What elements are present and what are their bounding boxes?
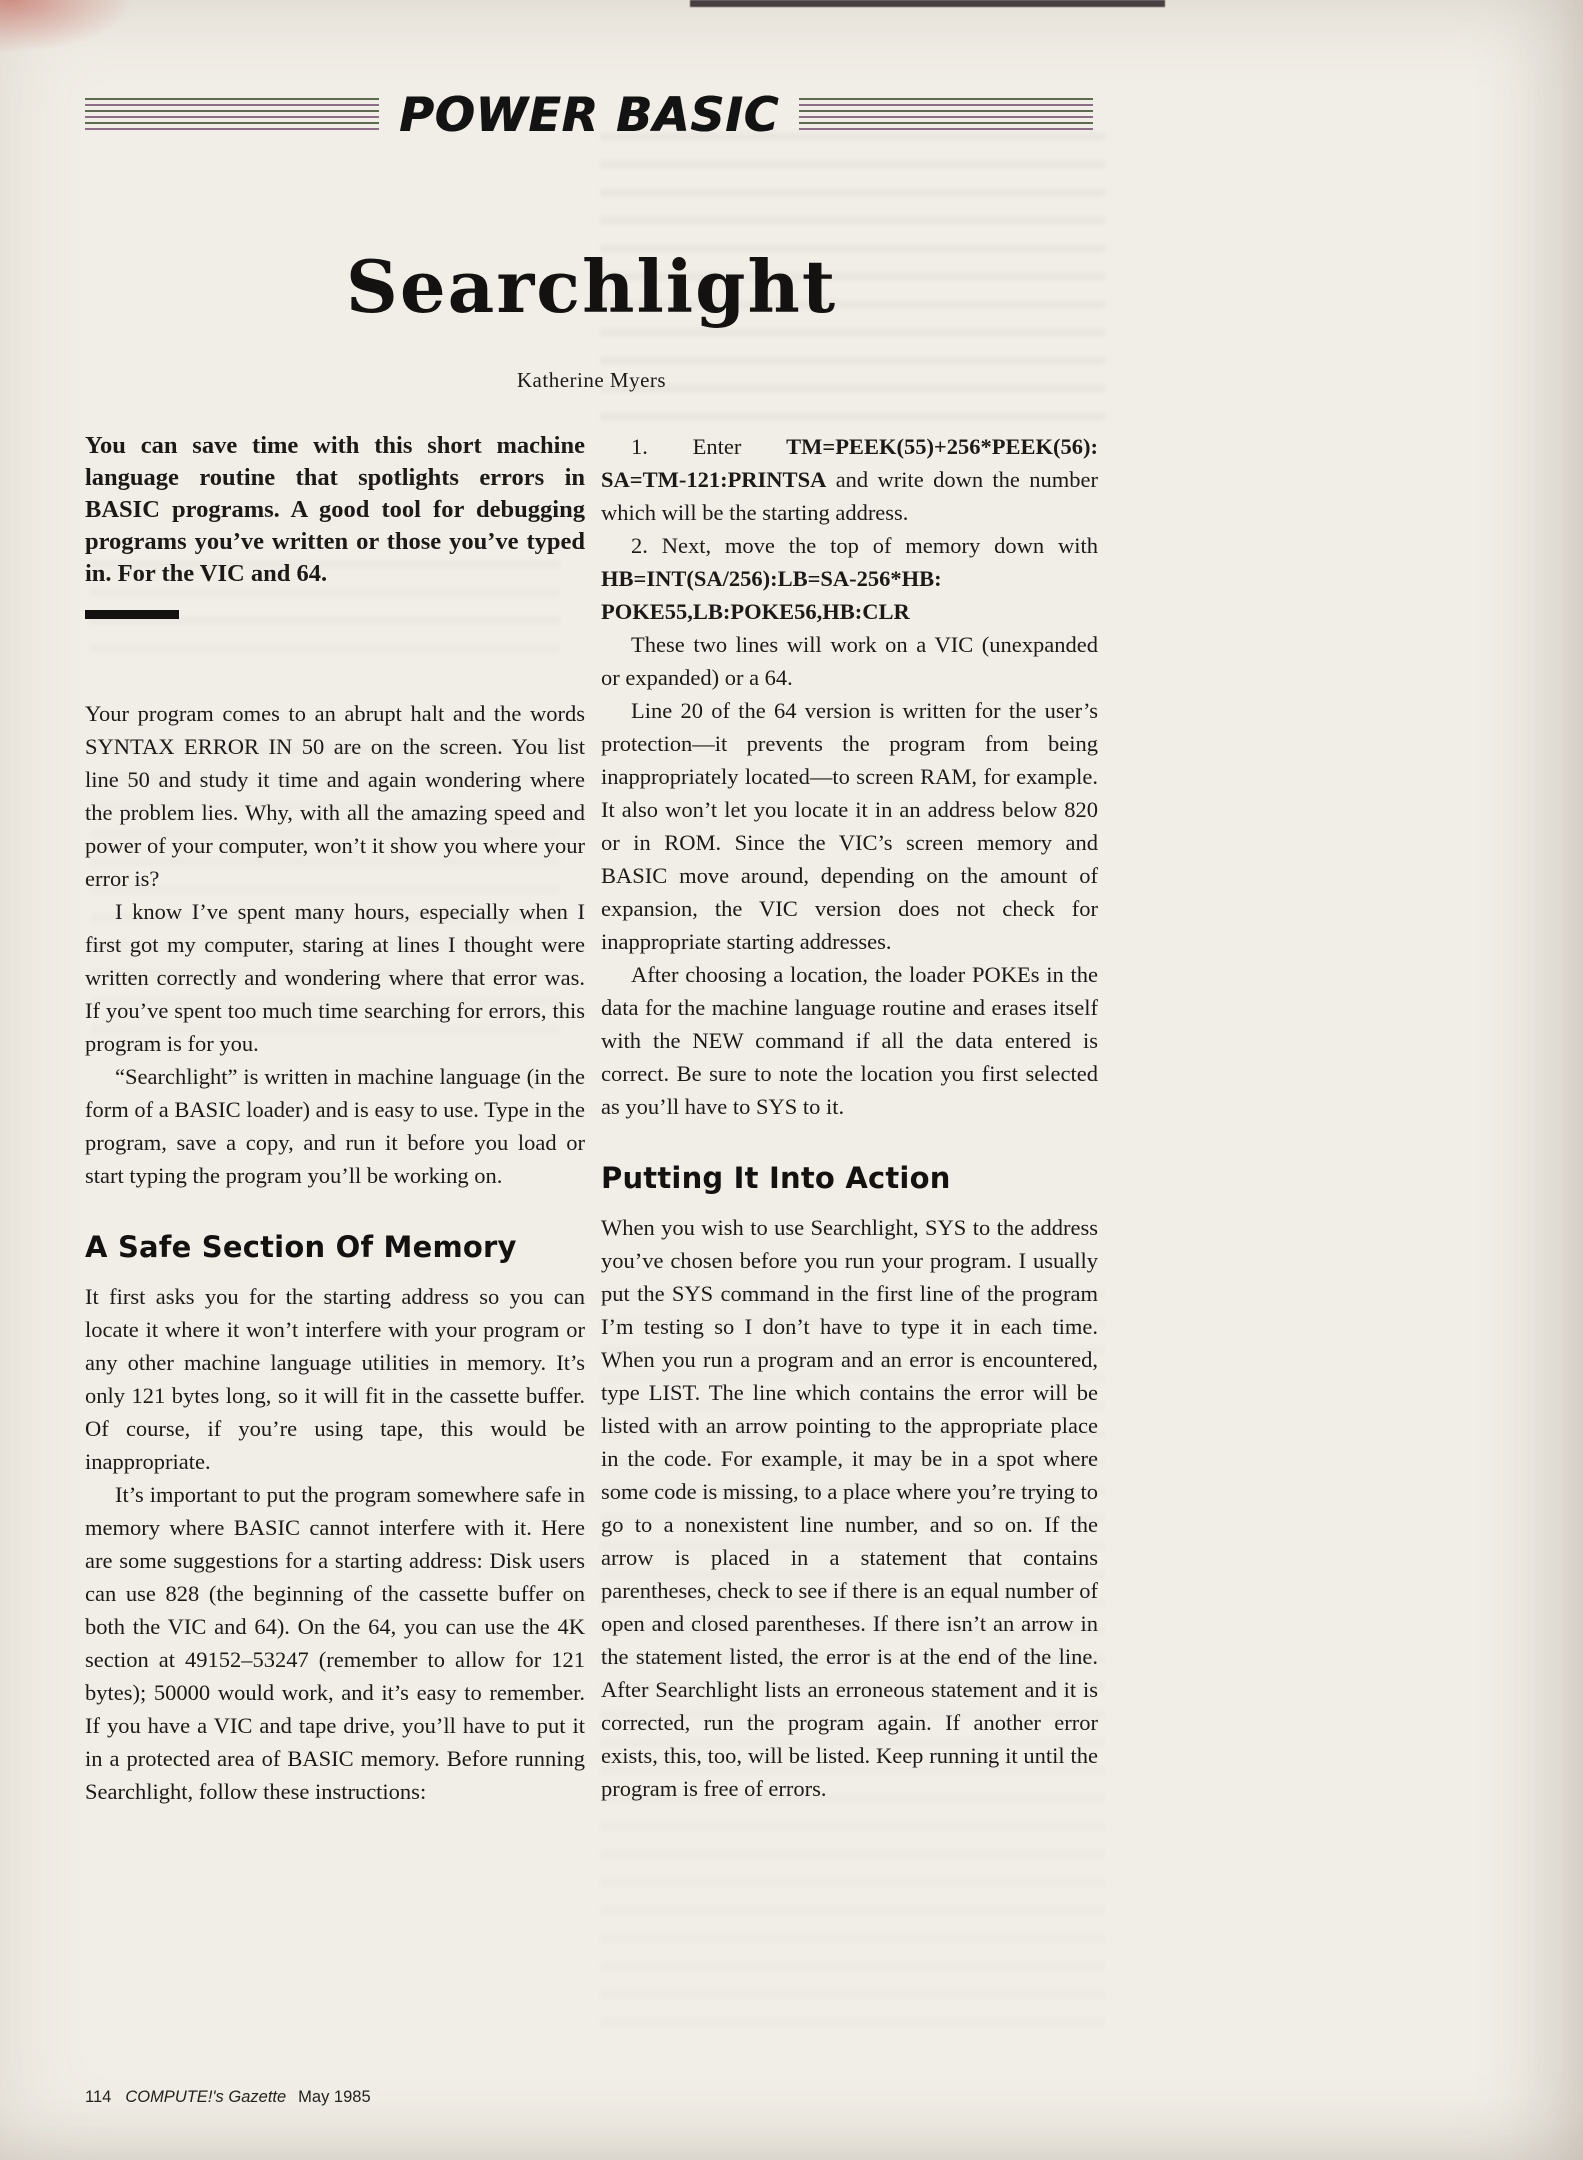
scan-smudge-artifact: [0, 0, 130, 52]
step-text: and write down the number which will be the starting address.: [601, 467, 1098, 525]
step-text: 1. Enter: [631, 434, 787, 459]
intro-rule: [85, 610, 179, 619]
body-paragraph: “Searchlight” is written in machine language (in the form of a BASIC loader) and is easy to use. Type in the program, save a copy, and run it before you load or start typing the program you’ll be working on.: [85, 1064, 585, 1188]
masthead-title: POWER BASIC: [399, 88, 779, 143]
inline-code: HB=INT(SA/256):LB=SA-256*HB: POKE55,LB:POKE56,HB:CLR: [601, 566, 942, 624]
section-heading-action: Putting It Into Action: [601, 1161, 951, 1195]
instruction-step-2: [601, 529, 1098, 628]
issue-date: May 1985: [298, 2088, 371, 2106]
article-title: Searchlight: [345, 244, 838, 329]
byline: Katherine Myers: [516, 368, 667, 392]
page-number: 114: [85, 2088, 112, 2106]
right-column: [601, 430, 1098, 1805]
step-text: 2. Next, move the top of memory down with: [631, 533, 1098, 558]
body-paragraph: I know I’ve spent many hours, especially when I first got my computer, staring at lines I thought were written correctly and wondering where that error was. If you’ve spent too much time searching for errors, this program is for you.: [85, 899, 585, 1056]
body-paragraph: When you wish to use Searchlight, SYS to the address you’ve chosen before you run your program. I usually put the SYS command in the first line of the program I’m testing so I don’t have to type it in each time. When you run a program and an error is encountered, type LIST. The line which contains the error will be listed with an arrow pointing to the appropriate place in the code. For example, it may be in a spot where some code is missing, to a place where you’re trying to go to a nonexistent line number, and so on. If the arrow is placed in a statement that contains parentheses, check to see if there is an equal number of open and closed parentheses. If there isn’t an arrow in the statement listed, the error is at the end of the line. After Searchlight lists an erroneous statement and it is corrected, run the program again. If another error exists, this, too, will be listed. Keep running it until the program is free of errors.: [601, 1215, 1098, 1801]
page-footer: [85, 2088, 371, 2107]
column-spacer: [85, 619, 585, 697]
intro-paragraph: You can save time with this short machine language routine that spotlights errors in BASIC programs. A good tool for debugging programs you’ve written or those you’ve typed in. For the VIC and 64.: [85, 432, 585, 587]
left-column: [85, 430, 585, 1808]
inline-code: TM=PEEK(55)+256*PEEK(56): SA=TM-121:PRINTSA: [601, 434, 1098, 492]
body-paragraph: It’s important to put the program somewhere safe in memory where BASIC cannot interfere with it. Here are some suggestions for a starting address: Disk users can use 828 (the beginning of the cassette buffer on both the VIC and 64). On the 64, you can use the 4K section at 49152–53247 (remember to allow for 121 bytes); 50000 would work, and it’s easy to remember. If you have a VIC and tape drive, you’ll have to put it in a protected area of BASIC memory. Before running Searchlight, follow these instructions:: [85, 1482, 585, 1804]
section-heading-safe-memory: A Safe Section Of Memory: [85, 1230, 517, 1264]
body-paragraph: Line 20 of the 64 version is written for the user’s protection—it prevents the program from being inappropriately located—to screen RAM, for example. It also won’t let you locate it in an address below 820 or in ROM. Since the VIC’s screen memory and BASIC move around, depending on the amount of expansion, the VIC version does not check for inappropriate starting addresses.: [601, 698, 1098, 954]
body-paragraph: Your program comes to an abrupt halt and the words SYNTAX ERROR IN 50 are on the screen. You list line 50 and study it time and again wondering where the problem lies. Why, with all the amazing speed and power of your computer, won’t it show you where your error is?: [85, 701, 585, 891]
masthead-stripes-right: [799, 98, 1093, 134]
masthead-stripes-left: [85, 98, 379, 134]
instruction-step-1: [601, 430, 1098, 529]
masthead: [85, 88, 1093, 143]
body-paragraph: These two lines will work on a VIC (unexpanded or expanded) or a 64.: [601, 632, 1098, 690]
scan-edge-artifact: [690, 0, 1165, 7]
body-paragraph: After choosing a location, the loader POKEs in the data for the machine language routine and erases itself with the NEW command if all the data entered is correct. Be sure to note the location you first selected as you’ll have to SYS to it.: [601, 962, 1098, 1119]
magazine-name: COMPUTE!'s Gazette: [125, 2088, 287, 2106]
body-paragraph: It first asks you for the starting address so you can locate it where it won’t interfere with your program or any other machine language utilities in memory. It’s only 121 bytes long, so it will fit in the cassette buffer. Of course, if you’re using tape, this would be inappropriate.: [85, 1284, 585, 1474]
